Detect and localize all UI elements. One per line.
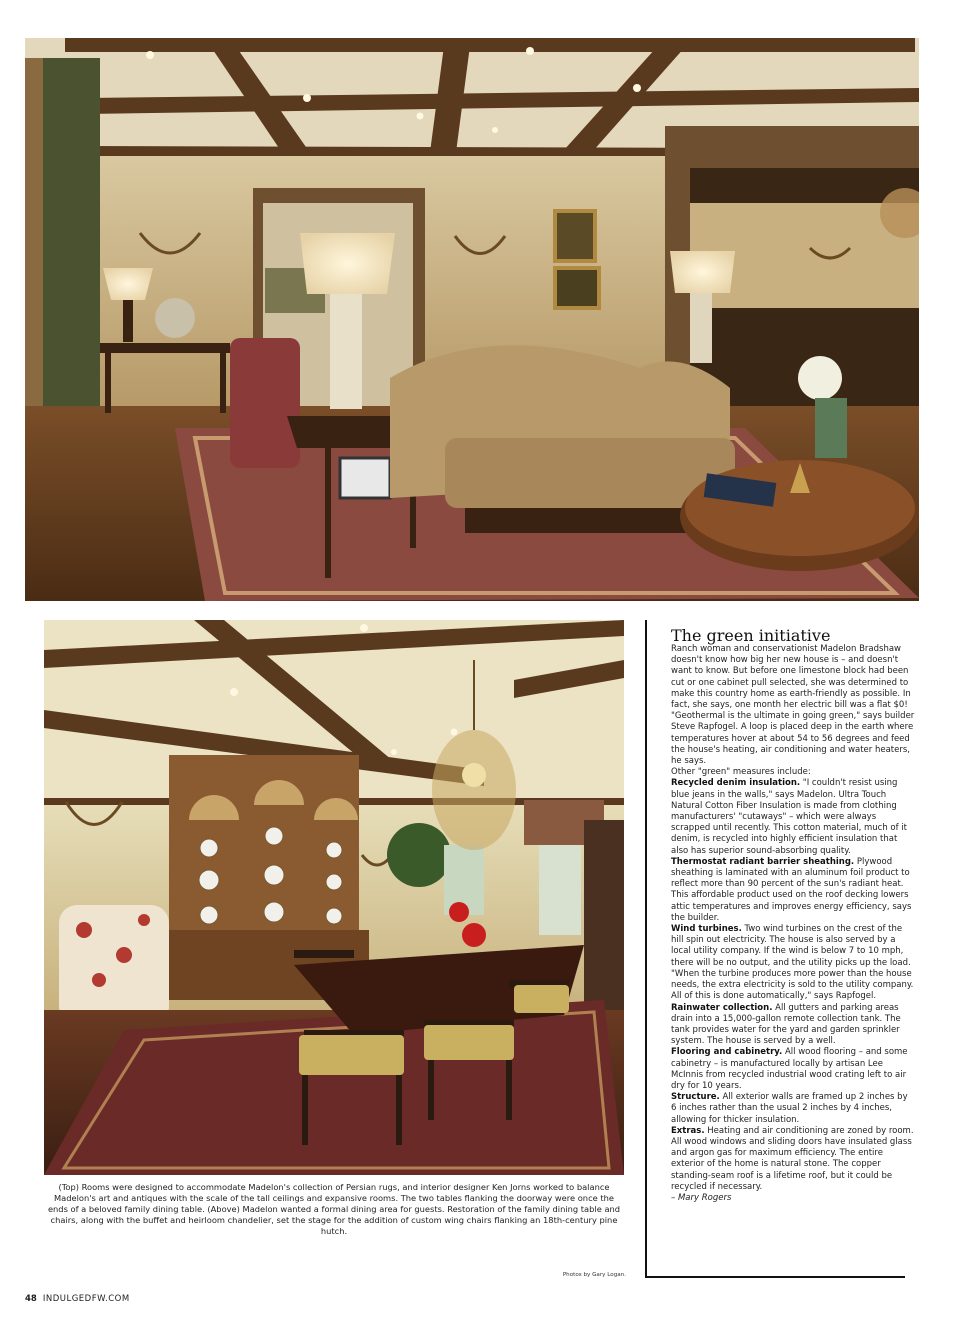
photo-caption: (Top) Rooms were designed to accommodate Madelon's collection of Persian rugs, and interior designer Ken Jorns worked to balance Madelon's art and antiques with the scale of the tall ceilings and expansive rooms. The two tables flanking the doorway were once the ends of a beloved family dining table. (Above) Madelon wanted a formal dining area for guests. Restoration of the family dining table and chairs, along with the buffet and heirloom chandelier, set the stage for the addition of custom wing chairs flanking an 18th-century pine hutch.	[47, 1182, 621, 1236]
item-text: "I couldn't resist using blue jeans in the walls," says Madelon. Ultra Touch Natural Cotton Fiber Insulation is made from clothing manufacturers' "cutaways" – which were always scrapped until recently. This cotton material, much of it denim, is recycled into highly efficient insulation that also has superior sound-absorbing quality.	[671, 778, 907, 856]
item-term: Flooring and cabinetry.	[671, 1047, 783, 1058]
item-text: Two wind turbines on the crest of the hill spin out electricity. The house is also served by a local utility company. If the wind is below 7 to 10 mph, there will be no output, and the utility picks up the load. "When the turbine produces more power than the house needs, the extra electricity is sold to the utility company. All of this is done automatically," says Rapfogel.	[671, 924, 914, 1002]
sidebar-body	[671, 644, 915, 1204]
sidebar-byline: – Mary Rogers	[671, 1192, 732, 1203]
sidebar-intro: Ranch woman and conservationist Madelon Bradshaw doesn't know how big her new house is – and doesn't want to know. But before one limestone block had been cut or one cabinet pull selected, she was determined to make this country home as earth-friendly as possible. In fact, she says, one month her electric bill was a flat $0! "Geothermal is the ultimate in going green," says builder Steve Rapfogel. A loop is placed deep in the earth where temperatures hover at about 54 to 56 degrees and feed the house's heating, air conditioning and water heaters, he says.	[671, 644, 915, 767]
photo-credit: Photos by Gary Logan.	[562, 1272, 626, 1278]
item-text: Heating and air conditioning are zoned by room. All wood windows and sliding doors have insulated glass and argon gas for maximum efficiency. The entire exterior of the home is natural stone. The copper standing-seam roof is a lifetime roof, but it could be recycled if necessary.	[671, 1125, 914, 1192]
item-term: Thermostat radiant barrier sheathing.	[671, 856, 855, 867]
sidebar-item	[671, 778, 915, 856]
sidebar-item	[671, 857, 915, 924]
sidebar-item	[671, 1126, 915, 1193]
living-room-photo	[25, 38, 919, 601]
item-term: Structure.	[671, 1092, 720, 1103]
item-text: All gutters and parking areas drain into a 15,000-gallon remote collection tank. The tank provides water for the yard and garden sprinkler system. The house is served by a well.	[671, 1002, 901, 1047]
item-term: Wind turbines.	[671, 924, 742, 935]
dining-room-photo	[44, 620, 624, 1175]
green-initiative-sidebar	[645, 620, 915, 1278]
sidebar-item	[671, 1092, 915, 1126]
sidebar-item	[671, 1003, 915, 1048]
site-url: INDULGEDFW.COM	[42, 1294, 130, 1304]
sidebar-title: The green initiative	[671, 626, 831, 645]
item-term: Extras.	[671, 1125, 705, 1136]
item-term: Recycled denim insulation.	[671, 778, 801, 789]
page-number: 48	[25, 1294, 37, 1304]
item-term: Rainwater collection.	[671, 1002, 773, 1013]
sidebar-item	[671, 924, 915, 1002]
sidebar-item	[671, 1047, 915, 1092]
item-text: All exterior walls are framed up 2 inches by 6 inches rather than the usual 2 inches by 4 inches, allowing for thicker insulation.	[671, 1092, 908, 1125]
item-text: All wood flooring – and some cabinetry – is manufactured locally by artisan Lee McInnis from recycled industrial wood crating left to air dry for 10 years.	[671, 1047, 908, 1091]
page-footer	[25, 1294, 130, 1304]
item-text: Plywood sheathing is laminated with an aluminum foil product to reflect more than 90 percent of the sun's radiant heat. This affordable product used on the roof decking lowers attic temperatures and improves energy efficiency, says the builder.	[671, 856, 912, 923]
sidebar-lead: Other "green" measures include:	[671, 767, 811, 778]
